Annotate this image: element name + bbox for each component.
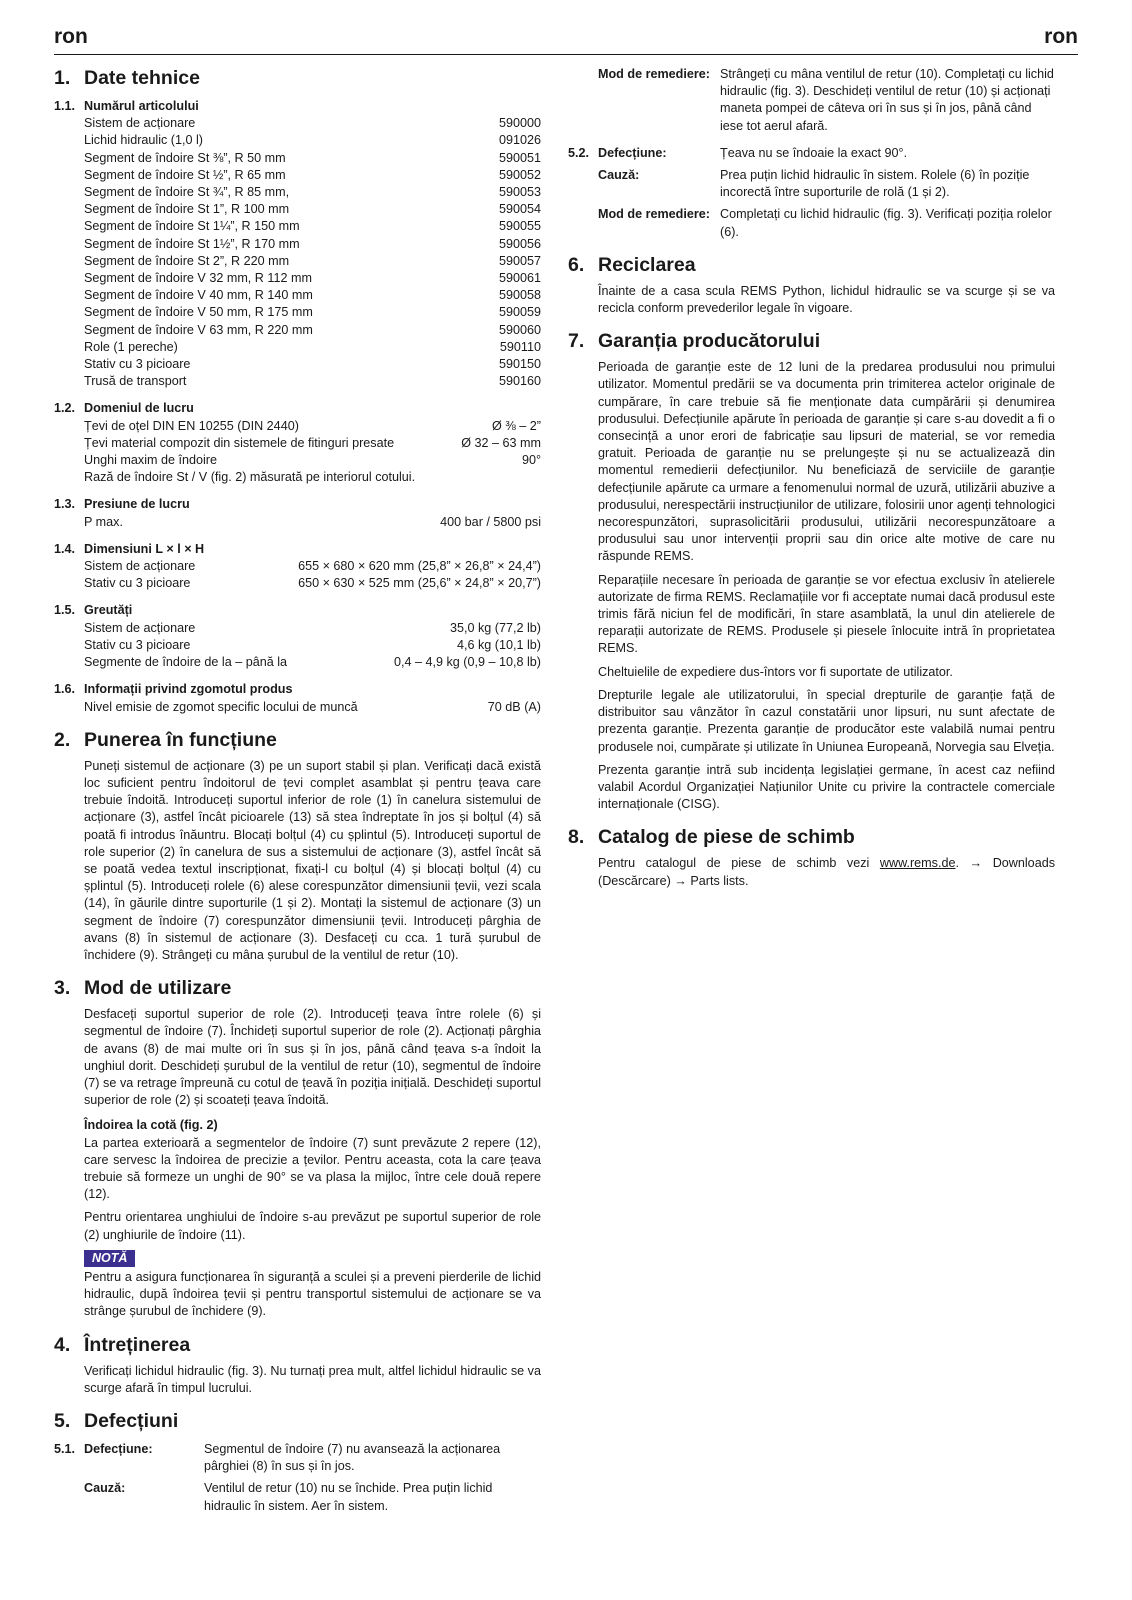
subsection-noise-info: 1.6. Informații privind zgomotul produs Nivel emisie de zgomot specific locului de muncă 70 dB (A) [54, 681, 541, 715]
section-title: 1. Date tehnice [54, 67, 200, 89]
subsection-dimensions: 1.4. Dimensiuni L × l × H Sistem de acționare 655 × 680 × 620 mm (25,8” × 26,8” × 24,4”) Stativ cu 3 picioare 650 × 630 × 525 mm (25,6” × 24,8” × 20,7”) [54, 541, 541, 593]
subsection-title: Presiune de lucru [84, 497, 190, 512]
list-item: P max. 400 bar / 5800 psi [84, 514, 541, 529]
paragraph: Înainte de a casa scula REMS Python, lichidul hidraulic se va scurge și se va recicla conform prevederilor legale în vigoare. [598, 283, 1055, 316]
paragraph: Pentru a asigura funcționarea în siguranță a sculei și a preveni pierderile de lichid hidraulic, după îndoirea țevii și pentru transportul sistemului de acționare se va strânge șurubul de închidere (9). [84, 1269, 541, 1319]
fault-row: Defecțiune: Țeava nu se îndoaie la exact 90°. [598, 145, 908, 160]
paragraph: Pentru orientarea unghiului de îndoire s-au prevăzut pe suportul superior de role (2) unghiurile de îndoire (11). [84, 1210, 541, 1242]
language-code-left: ron [54, 25, 88, 48]
subsection-weights: 1.5. Greutăți Sistem de acționare 35,0 kg (77,2 lb) Stativ cu 3 picioare 4,6 kg (10,1 lb) Segmente de îndoire de la – până la 0,4 – 4,9 kg (0,9 – 10,8 lb) [54, 602, 541, 671]
paragraph: Perioada de garanție este de 12 luni de la predarea produsului nou primului utilizator. Momentul predării se va documenta prin trimiterea actelor originale de cumpărare, în care trebuie să fie menționate data cumpărării și denumirea produsului. Defecțiunile apărute în perioada de garanție și care s-au dovedit a fi o consecință a unor erori de fabricație sau lipsuri de material, se vor remedia gratuit. Perioada de garanție nu se prelungește și nu se actualizează din momentul remedierii defecțiunilor. Nu beneficiază de serviciile de garanție defecțiunile apărute ca urmare a fenomenului normal de uzură, utilizării abuzive a produsului, nerespectării instrucțiunilor de utilizare, folosirii unor agenți tehnologici necorespunzători, suprasolicitării produsului, utilizării necorespunzătoare a produsului sau unor intervenții proprii sau din orice alte motive de care nu răspunde REMS. [598, 360, 1055, 564]
subsection-title: Dimensiuni L × l × H [84, 541, 205, 556]
section-title: 4. Întreținerea [54, 1333, 191, 1356]
section-spare-parts [568, 825, 1055, 889]
list-item: Segment de îndoire St 1”, R 100 mm 590054 [84, 202, 541, 217]
fault-row: Defecțiune: Segmentul de îndoire (7) nu avansează la acționarea pârghiei (8) în sus și în jos. [84, 1442, 501, 1474]
left-column [54, 66, 541, 1515]
section-recycling [568, 253, 1055, 317]
section-title: 5. Defecțiuni [54, 1410, 179, 1432]
list-item: Segment de îndoire V 32 mm, R 112 mm 590061 [84, 271, 541, 286]
subsection-working-range: 1.2. Domeniul de lucru Țevi de oțel DIN EN 10255 (DIN 2440) Ø ⅜ – 2” Țevi material compozit din sistemele de fitinguri presate Ø 32 – 63 mm Unghi maxim de îndoire 90° Rază de îndoire St / V (fig. 2) măsurată pe interiorul cotului. [54, 400, 541, 486]
list-item: Sistem de acționare 590000 [84, 116, 541, 131]
list-item: Nivel emisie de zgomot specific locului de muncă 70 dB (A) [84, 699, 541, 714]
list-item: Stativ cu 3 picioare 650 × 630 × 525 mm (25,6” × 24,8” × 20,7”) [84, 576, 541, 591]
section-title: 8. Catalog de piese de schimb [568, 826, 855, 849]
list-item: Segment de îndoire St 1½”, R 170 mm 590056 [84, 236, 541, 251]
list-item: Segment de îndoire St ⅜”, R 50 mm 590051 [84, 150, 541, 165]
list-item: Sistem de acționare 655 × 680 × 620 mm (25,8” × 26,8” × 24,4”) [84, 559, 541, 574]
paragraph: Prezenta garanție intră sub incidența legislației germane, în acest caz nefiind valabil Acordul Organizației Națiunilor Unite cu privire la contractele comerciale internaționale (CISG). [598, 762, 1055, 812]
fault-entry: 5.2. Defecțiune: Țeava nu se îndoaie la exact 90°. Cauză: Prea puțin lichid hidraulic în sistem. Rolele (6) în poziție incorectă între suporturile de rolă (1 și 2). Mod de remediere: Completați cu lichid hidraulic (fig. 3). Verificați poziția rolelor (6). [568, 145, 1055, 241]
remedy-row: Mod de remediere: Completați cu lichid hidraulic (fig. 3). Verificați poziția rolelor (6). [598, 207, 1052, 239]
fault-entry: 5.1. Defecțiune: Segmentul de îndoire (7) nu avansează la acționarea pârghiei (8) în sus și în jos. Cauză: Ventilul de retur (10) nu se închide. Prea puțin lichid hidraulic în sistem. Aer în sistem. [54, 1441, 541, 1515]
list-item: Stativ cu 3 picioare 590150 [84, 357, 541, 372]
section-commissioning [54, 728, 541, 964]
language-code-right: ron [1044, 25, 1078, 48]
paragraph: Reparațiile necesare în perioada de garanție se vor efectua exclusiv în atelierele autorizate de firma REMS. Reclamațiile vor fi acceptate numai dacă produsul este trimis fără niciun fel de modificări, în stare asamblată, la unul din atelierele de reparații autorizate de REMS. Produsele și piesele înlocuite intră în proprietatea REMS. [598, 572, 1055, 656]
subsection-working-pressure: 1.3. Presiune de lucru P max. 400 bar / 5800 psi [54, 496, 541, 530]
paragraph: Verificați lichidul hidraulic (fig. 3). Nu turnați prea mult, altfel lichidul hidraulic se va scurge afară în timpul lucrului. [84, 1363, 541, 1395]
list-item: Role (1 pereche) 590110 [84, 339, 541, 354]
paragraph: Drepturile legale ale utilizatorului, în special drepturile de garanție față de distribuitor sau vânzător în cazul constatării unor lipsuri, nu sunt afectate de prezenta garanție. Prezenta garanție de producător este valabilă numai pentru produsele noi, cumpărate și utilizate în Uniunea Europeană, Norvegia sau Elveția. [598, 687, 1055, 754]
article-list [84, 115, 541, 390]
section-warranty [568, 329, 1055, 813]
subsection-title: Domeniul de lucru [84, 401, 194, 416]
list-item: Segment de îndoire V 63 mm, R 220 mm 590060 [84, 322, 541, 337]
section-faults [54, 1409, 541, 1515]
list-item: Stativ cu 3 picioare 4,6 kg (10,1 lb) [84, 637, 541, 652]
note-badge: NOTĂ [84, 1250, 135, 1267]
rems-website-link[interactable]: www.rems.de [879, 856, 956, 871]
subsection-title: Îndoirea la cotă (fig. 2) [84, 1118, 218, 1133]
right-column [568, 66, 1055, 890]
subsection-title: Greutăți [84, 603, 133, 618]
paragraph: La partea exterioară a segmentelor de îndoire (7) sunt prevăzute 2 repere (12), care servesc la îndoirea de precizie a țevilor. Pentru aceasta, cota la care țeava trebuie să formeze un unghi de 90° se va plasa la mijloc, între cele două repere (12). [84, 1135, 541, 1202]
subsection-title: Numărul articolului [84, 99, 199, 113]
working-range-note: Rază de îndoire St / V (fig. 2) măsurată pe interiorul cotului. [84, 470, 416, 485]
list-item: Segment de îndoire St ¾”, R 85 mm, 590053 [84, 185, 541, 200]
list-item: Segment de îndoire St 1¼”, R 150 mm 590055 [84, 219, 541, 234]
page-header [54, 26, 1078, 55]
list-item: Unghi maxim de îndoire 90° [84, 453, 541, 468]
remedy-row: Mod de remediere: Strângeți cu mâna ventilul de retur (10). Completați cu lichid hidraulic (fig. 3). Deschideți ventilul de retur (10) și acționați maneta pompei de câteva ori în sus și în jos, până când iese tot aerul afară. [598, 67, 1054, 133]
list-item: Țevi material compozit din sistemele de fitinguri presate Ø 32 – 63 mm [84, 435, 541, 450]
list-item: Segment de îndoire V 50 mm, R 175 mm 590059 [84, 305, 541, 320]
section-operation [54, 976, 541, 1320]
fault-remedy-continued [568, 66, 1055, 135]
list-item: Segmente de îndoire de la – până la 0,4 – 4,9 kg (0,9 – 10,8 lb) [84, 655, 541, 670]
paragraph: Pentru catalogul de piese de schimb vezi www.rems.de. → Downloads (Descărcare) → Parts lists. [598, 856, 1055, 888]
section-technical-data [54, 66, 541, 716]
section-title: 2. Punerea în funcțiune [54, 728, 277, 751]
paragraph: Cheltuielile de expediere dus-întors vor fi suportate de utilizator. [598, 664, 953, 679]
section-maintenance [54, 1333, 541, 1397]
list-item: Segment de îndoire V 40 mm, R 140 mm 590058 [84, 288, 541, 303]
list-item: Trusă de transport 590160 [84, 374, 541, 389]
list-item: Segment de îndoire St ½”, R 65 mm 590052 [84, 167, 541, 182]
list-item: Țevi de oțel DIN EN 10255 (DIN 2440) Ø ⅜ – 2” [84, 418, 541, 433]
section-title: 6. Reciclarea [568, 253, 696, 276]
section-title: 3. Mod de utilizare [54, 977, 232, 1000]
section-title: 7. Garanția producătorului [568, 330, 821, 353]
paragraph: Puneți sistemul de acționare (3) pe un suport stabil și plan. Verificați dacă există loc suficient pentru îndoitorul de țevi complet asamblat și pentru țeava care trebuie îndoită. Introduceți suportul inferior de role (1) în canelura sistemului de acționare (3), astfel încât picioarele (13) să stea îndreptate în jos și bolțul (4) să poată fi introdus înăuntru. Blocați bolțul (4) cu șplintul (5). Introduceți suportul de role superior (2) în canelura de sus a sistemului de acționare (3), astfel încât să se poată vedea textul inscripționat, fixați-l cu bolțul (4) și blocați bolțul (4) cu șplintul (5). Introduceți rolele (6) alese corespunzător dimensiunii țevii, vezi scala (14), în găurile dintre suporturile (1 și 2). Montați la sistemul de acționare (3) un segment de îndoire (7) corespunzător dimensiunii țevii. Introduceți pârghia de avans (8) în sistemul de acționare (3). Desfaceți cu cca. 1 tură șurubul de închidere (9). Strângeți cu mâna șurubul de la ventilul de retur (10). [84, 758, 541, 962]
list-item: Lichid hidraulic (1,0 l) 091026 [84, 133, 541, 148]
cause-row: Cauză: Ventilul de retur (10) nu se închide. Prea puțin lichid hidraulic în sistem. Aer în sistem. [84, 1481, 493, 1513]
subsection-article-numbers: 1.1. Numărul articolului Sistem de acționare 590000 Lichid hidraulic (1,0 l) 091026 Segment de îndoire St ⅜”, R 50 mm 590051 Segment de îndoire St ½”, R 65 mm 590052 Segment de îndoire St ¾”, R 85 mm, 590053 Segment de îndoire St 1”, R 100 mm 590054 Segment de îndoire St 1¼”, R 150 mm 590055 Segment de îndoire St 1½”, R 170 mm 590056 Segment de îndoire St 2”, R 220 mm 590057 Segment de îndoire V 32 mm, R 112 mm 590061 Segment de îndoire V 40 mm, R 140 mm 590058 Segment de îndoire V 50 mm, R 175 mm 590059 Segment de îndoire V 63 mm, R 220 mm 590060 Role (1 pereche) 590110 Stativ cu 3 picioare 590150 Trusă de transport 590160 [54, 98, 541, 390]
paragraph: Desfaceți suportul superior de role (2). Introduceți țeava între rolele (6) și segmentul de îndoire (7). Închideți suportul superior de role (2). Acționați pârghia de avans (8) de mai multe ori în sus și în jos, până când țeava s-a îndoit la unghiul dorit. Deschideți șurubul de la ventilul de retur (10), segmentul de îndoire (7) se va retrage împreună cu cotul de țeavă în poziția inițială. Deschideți suportul superior de role (2) și scoateți țeava îndoită. [84, 1007, 541, 1108]
list-item: Sistem de acționare 35,0 kg (77,2 lb) [84, 620, 541, 635]
subsection-title: Informații privind zgomotul produs [84, 682, 293, 697]
cause-row: Cauză: Prea puțin lichid hidraulic în sistem. Rolele (6) în poziție incorectă între suporturile de rolă (1 și 2). [598, 168, 1030, 200]
list-item: Segment de îndoire St 2”, R 220 mm 590057 [84, 253, 541, 268]
